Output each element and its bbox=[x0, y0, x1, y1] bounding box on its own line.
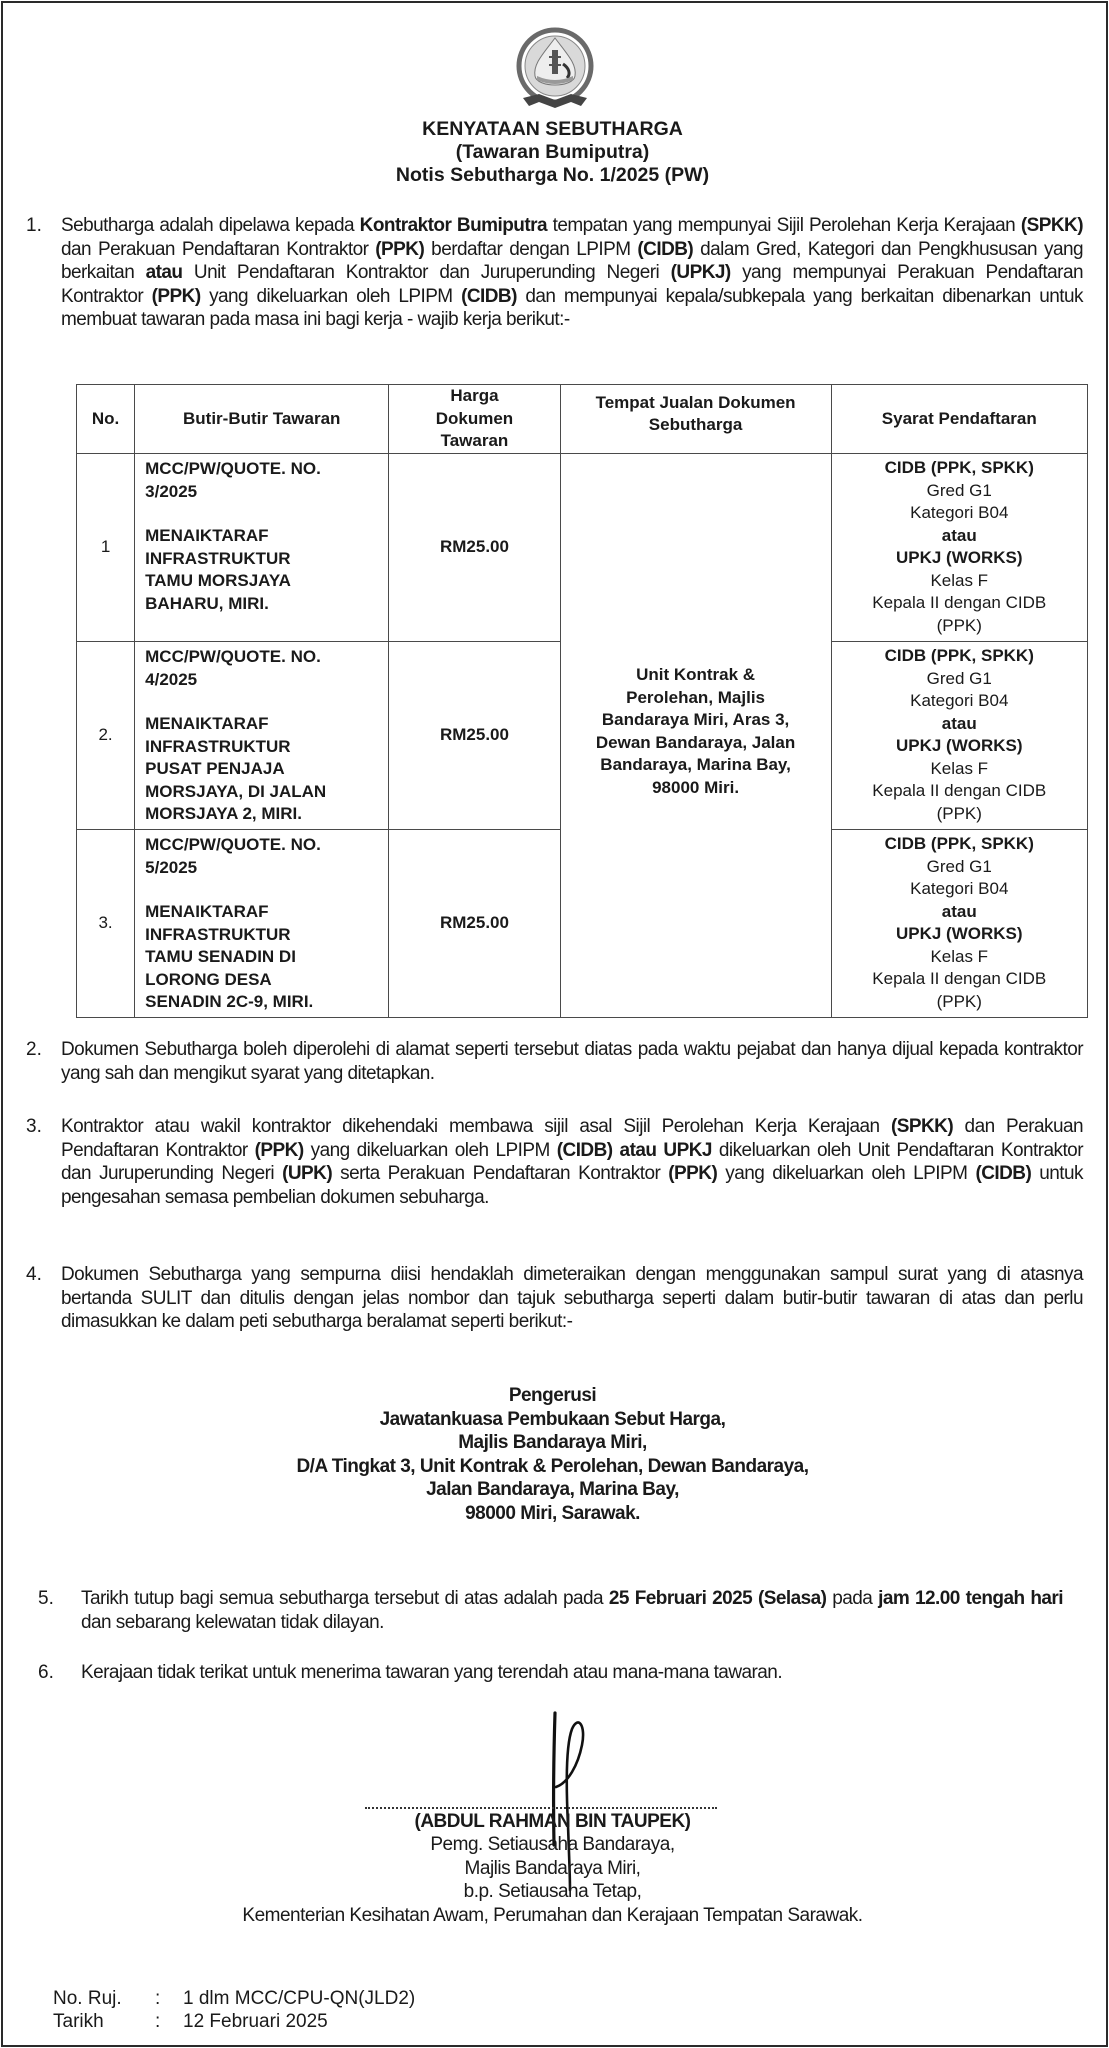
text: yang dikeluarkan oleh LPIPM bbox=[717, 1163, 976, 1184]
paragraph-body bbox=[61, 1115, 1083, 1209]
requirement-line: atau bbox=[941, 713, 977, 733]
text: dikeluarkan oleh Unit Pendaftaran Kontraktor dan Juruperunding Negeri bbox=[61, 1139, 1083, 1184]
project-title-line: BAHARU, MIRI. bbox=[145, 593, 269, 613]
text: dan mempunyai kepala/subkepala yang berkaitan dibenarkan untuk membuat tawaran pada masa ini bagi kerja - wajib kerja berikut:- bbox=[61, 285, 1083, 330]
text: pada bbox=[826, 1588, 879, 1609]
requirement-line: (PPK) bbox=[936, 615, 982, 635]
quote-reference-line: MCC/PW/QUOTE. NO. bbox=[145, 459, 321, 478]
requirement-line: Kelas F bbox=[930, 758, 989, 778]
place-of-sale-cell bbox=[560, 454, 831, 1018]
header-place: Tempat Jualan Dokumen Sebutharga bbox=[560, 385, 831, 454]
project-title-line: MENAIKTARAF bbox=[145, 714, 269, 733]
requirement-line: Kategori B04 bbox=[910, 879, 1009, 898]
requirement-line: Kategori B04 bbox=[910, 691, 1009, 710]
header-requirement: Syarat Pendaftaran bbox=[831, 385, 1087, 454]
separator: : bbox=[155, 1988, 161, 2009]
bold-text: (SPKK) bbox=[890, 1116, 954, 1137]
text: untuk pengesahan semasa pembelian dokumen sebuharga. bbox=[61, 1163, 1083, 1208]
text: serta Perakuan Pendaftaran Kontraktor bbox=[332, 1163, 669, 1184]
project-title-line: MENAIKTARAF bbox=[145, 526, 269, 545]
requirement-line: atau bbox=[941, 525, 977, 545]
reference-value: 1 dlm MCC/CPU-QN(JLD2) bbox=[183, 1988, 416, 2009]
requirement-line: CIDB (PPK, SPKK) bbox=[884, 834, 1034, 853]
registration-requirement-cell bbox=[831, 830, 1087, 1018]
paragraph-number: 6. bbox=[38, 1662, 54, 1683]
text: yang dikeluarkan oleh LPIPM bbox=[303, 1139, 557, 1161]
bold-text: (UPKJ) bbox=[670, 262, 731, 283]
notice-subtitle: (Tawaran Bumiputra) bbox=[455, 141, 650, 163]
text: dan Perakuan Pendaftaran Kontraktor bbox=[61, 238, 376, 260]
requirement-line: UPKJ (WORKS) bbox=[895, 736, 1023, 755]
project-title-line: LORONG DESA bbox=[145, 969, 272, 989]
text: dan sebarang kelewatan tidak dilayan. bbox=[81, 1611, 384, 1633]
majlis-bandaraya-miri-crest-icon bbox=[505, 26, 605, 118]
bold-text: (UPK) bbox=[282, 1163, 333, 1184]
quote-reference-line: MCC/PW/QUOTE. NO. bbox=[145, 835, 321, 854]
requirement-line: (PPK) bbox=[936, 991, 982, 1011]
paragraph-body bbox=[81, 1661, 1063, 1685]
reference-label: No. Ruj. bbox=[53, 1988, 122, 2009]
bold-text: (SPKK) bbox=[1020, 215, 1083, 236]
address-line: D/A Tingkat 3, Unit Kontrak & Perolehan, Dewan Bandaraya, bbox=[296, 1455, 809, 1477]
requirement-line: Kelas F bbox=[930, 946, 989, 966]
bold-text: (PPK) bbox=[254, 1139, 304, 1161]
paragraph-body bbox=[61, 1263, 1083, 1334]
header-no: No. bbox=[77, 385, 135, 454]
bold-text: Kontraktor Bumiputra bbox=[359, 215, 547, 236]
requirement-line: (PPK) bbox=[936, 803, 982, 823]
text: Dokumen Sebutharga boleh diperolehi di alamat seperti tersebut diatas pada waktu pejabat dan hanya dijual kepada kontraktor yang sah dan mengikut syarat yang ditetapkan. bbox=[61, 1039, 1083, 1084]
table-row bbox=[77, 454, 1088, 642]
requirement-line: Gred G1 bbox=[926, 480, 992, 500]
address-line: Majlis Bandaraya Miri, bbox=[458, 1432, 647, 1454]
notice-title: KENYATAAN SEBUTHARGA bbox=[422, 118, 683, 140]
requirement-line: UPKJ (WORKS) bbox=[895, 548, 1023, 567]
title-block bbox=[0, 118, 1105, 187]
registration-requirement-cell bbox=[831, 454, 1087, 642]
place-of-sale-line: Bandaraya Miri, Aras 3, bbox=[601, 710, 790, 729]
text: Dokumen Sebutharga yang sempurna diisi hendaklah dimeteraikan dengan menggunakan sampul surat yang di atasnya bertanda SULIT dan ditulis dengan jelas nombor dan tajuk sebutharga seperti dalam butir-butir tawaran di atas dan perlu dimasukkan ke dalam peti sebutharga beralamat seperti berikut:- bbox=[61, 1264, 1083, 1332]
project-title-line: SENADIN 2C-9, MIRI. bbox=[145, 992, 314, 1011]
paragraph-number: 5. bbox=[38, 1588, 54, 1609]
paragraph-number: 3. bbox=[26, 1116, 42, 1137]
bold-text: (CIDB) atau UPKJ bbox=[556, 1139, 712, 1161]
text: Sebutharga adalah dipelawa kepada bbox=[61, 215, 360, 236]
bold-text: (PPK) bbox=[375, 238, 425, 260]
row-number: 2. bbox=[77, 642, 135, 830]
project-title-line: INFRASTRUKTUR bbox=[145, 548, 291, 568]
requirement-line: UPKJ (WORKS) bbox=[895, 924, 1023, 943]
spacer bbox=[145, 503, 388, 525]
address-line: Pengerusi bbox=[508, 1385, 597, 1406]
registration-requirement-cell bbox=[831, 642, 1087, 830]
place-of-sale-line: 98000 Miri. bbox=[652, 777, 740, 797]
text: Kerajaan tidak terikat untuk menerima tawaran yang terendah atau mana-mana tawaran. bbox=[81, 1662, 783, 1683]
signatory-line: b.p. Setiausaha Tetap, bbox=[463, 1881, 642, 1903]
paragraph-body bbox=[81, 1587, 1063, 1634]
paragraph-number: 4. bbox=[26, 1264, 42, 1285]
bold-text: (PPK) bbox=[151, 285, 201, 307]
requirement-line: Kepala II dengan CIDB bbox=[872, 781, 1047, 800]
document-price: RM25.00 bbox=[389, 830, 560, 1018]
text: Unit Pendaftaran Kontraktor dan Juruperunding Negeri bbox=[182, 262, 671, 283]
requirement-line: CIDB (PPK, SPKK) bbox=[884, 646, 1034, 665]
quote-reference-line: 4/2025 bbox=[145, 669, 198, 689]
bold-text: atau bbox=[145, 262, 183, 283]
requirement-line: atau bbox=[941, 901, 977, 921]
quote-reference-line: 3/2025 bbox=[145, 481, 198, 501]
tender-item-cell bbox=[135, 454, 389, 642]
bold-text: jam 12.00 tengah hari bbox=[878, 1588, 1063, 1609]
tender-table bbox=[76, 384, 1088, 1018]
bold-text: (CIDB) bbox=[637, 238, 694, 260]
requirement-line: Kategori B04 bbox=[910, 503, 1009, 522]
spacer bbox=[145, 691, 388, 713]
signatory-line: Majlis Bandaraya Miri, bbox=[464, 1857, 641, 1879]
text: Tarikh tutup bagi semua sebutharga tersebut di atas adalah pada bbox=[81, 1588, 609, 1609]
text: tempatan yang mempunyai Sijil Perolehan Kerja Kerajaan bbox=[546, 215, 1021, 236]
text: yang dikeluarkan oleh LPIPM bbox=[200, 285, 462, 307]
place-of-sale-line: Perolehan, Majlis bbox=[626, 687, 766, 707]
bold-text: (CIDB) bbox=[975, 1163, 1032, 1184]
text: dan Perakuan Pendaftaran Kontraktor bbox=[61, 1116, 1083, 1161]
date-label: Tarikh bbox=[53, 2011, 104, 2032]
project-title-line: TAMU SENADIN DI bbox=[145, 947, 296, 966]
document-price: RM25.00 bbox=[389, 454, 560, 642]
quote-reference-line: MCC/PW/QUOTE. NO. bbox=[145, 647, 321, 666]
date-value: 12 Februari 2025 bbox=[183, 2011, 328, 2032]
text: berdaftar dengan LPIPM bbox=[424, 238, 638, 260]
spacer bbox=[145, 879, 388, 901]
paragraph-body bbox=[61, 214, 1083, 332]
separator: : bbox=[155, 2011, 161, 2032]
reference-date bbox=[53, 2010, 328, 2033]
project-title-line: PUSAT PENJAJA bbox=[145, 759, 285, 778]
project-title-line: MORSJAYA 2, MIRI. bbox=[145, 804, 302, 823]
signatory-block bbox=[0, 1810, 1105, 1927]
requirement-line: CIDB (PPK, SPKK) bbox=[884, 458, 1034, 477]
project-title-line: INFRASTRUKTUR bbox=[145, 924, 291, 944]
header-item: Butir-Butir Tawaran bbox=[135, 385, 389, 454]
bold-text: (CIDB) bbox=[461, 285, 517, 307]
signatory-name: (ABDUL RAHMAN BIN TAUPEK) bbox=[414, 1811, 691, 1832]
signatory-line: Pemg. Setiausaha Bandaraya, bbox=[430, 1834, 675, 1856]
bold-text: 25 Februari 2025 (Selasa) bbox=[608, 1588, 827, 1609]
project-title-line: MORSJAYA, DI JALAN bbox=[145, 781, 327, 801]
paragraph-number: 2. bbox=[26, 1039, 42, 1060]
table-header-row bbox=[77, 385, 1088, 454]
paragraph-body bbox=[61, 1038, 1083, 1085]
address-line: Jawatankuasa Pembukaan Sebut Harga, bbox=[379, 1408, 726, 1430]
place-of-sale-line: Bandaraya, Marina Bay, bbox=[600, 755, 791, 774]
project-title-line: INFRASTRUKTUR bbox=[145, 736, 291, 756]
requirement-line: Kepala II dengan CIDB bbox=[872, 593, 1047, 612]
project-title-line: TAMU MORSJAYA bbox=[145, 571, 291, 590]
paragraph-number: 1. bbox=[26, 215, 42, 236]
tender-item-cell bbox=[135, 830, 389, 1018]
requirement-line: Kelas F bbox=[930, 570, 989, 590]
text: Kontraktor atau wakil kontraktor dikehendaki membawa sijil asal Sijil Perolehan Kerja Kerajaan bbox=[61, 1116, 891, 1137]
address-line: Jalan Bandaraya, Marina Bay, bbox=[426, 1479, 679, 1501]
signatory-line: Kementerian Kesihatan Awam, Perumahan dan Kerajaan Tempatan Sarawak. bbox=[242, 1904, 863, 1926]
row-number: 1 bbox=[77, 454, 135, 642]
notice-number: Notis Sebutharga No. 1/2025 (PW) bbox=[395, 164, 710, 186]
quote-reference-line: 5/2025 bbox=[145, 857, 198, 877]
reference-number bbox=[53, 1987, 415, 2010]
submission-address bbox=[0, 1384, 1105, 1526]
header-price: Harga Dokumen Tawaran bbox=[389, 385, 560, 454]
requirement-line: Kepala II dengan CIDB bbox=[872, 969, 1047, 988]
requirement-line: Gred G1 bbox=[926, 856, 992, 876]
row-number: 3. bbox=[77, 830, 135, 1018]
text: yang mempunyai Perakuan Pendaftaran Kontraktor bbox=[61, 262, 1083, 307]
place-of-sale-line: Dewan Bandaraya, Jalan bbox=[595, 732, 796, 752]
place-of-sale-line: Unit Kontrak & bbox=[636, 665, 756, 684]
document-price: RM25.00 bbox=[389, 642, 560, 830]
project-title-line: MENAIKTARAF bbox=[145, 902, 269, 921]
address-line: 98000 Miri, Sarawak. bbox=[465, 1502, 640, 1524]
text: dalam Gred, Kategori dan Pengkhususan yang berkaitan bbox=[61, 238, 1083, 283]
requirement-line: Gred G1 bbox=[926, 668, 992, 688]
bold-text: (PPK) bbox=[668, 1163, 718, 1184]
signature-dotted-line bbox=[365, 1807, 717, 1809]
tender-item-cell bbox=[135, 642, 389, 830]
